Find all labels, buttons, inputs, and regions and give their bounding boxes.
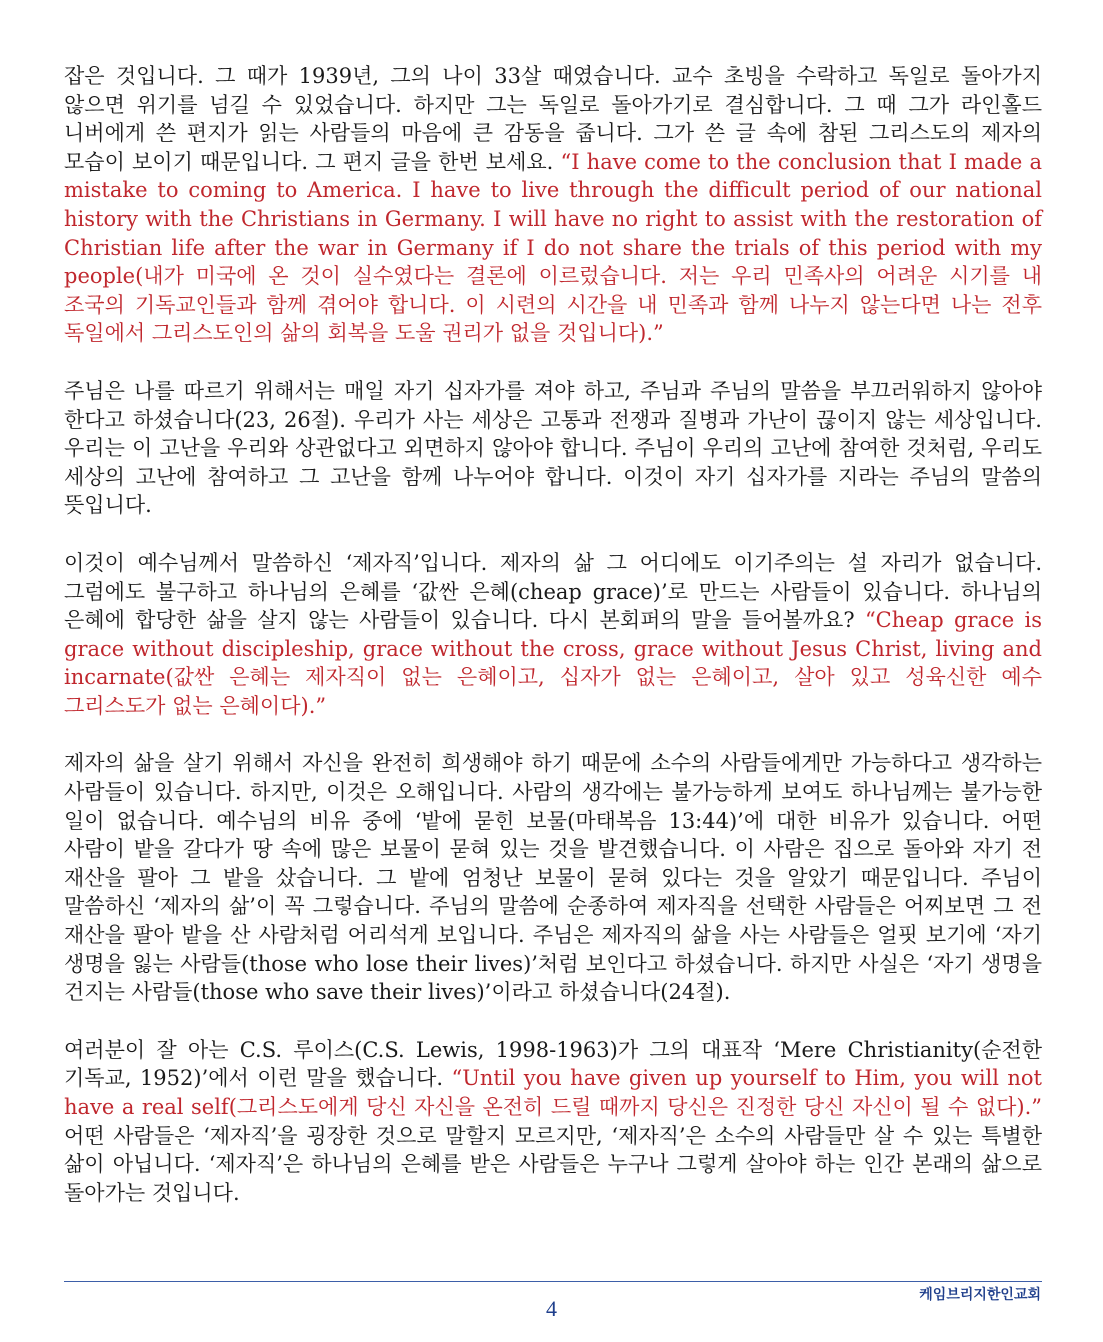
paragraph-text: 이것이 예수님께서 말씀하신 ‘제자직’입니다. 제자의 삶 그 어디에도 이기주의는 설 자리가 없습니다. 그럼에도 불구하고 하나님의 은혜를 ‘값싼 은혜(cheap grace)’로 만드는 사람들이 있습니다. 하나님의 은혜에 합당한 삶을 살지 않는 사람들이 있습니다. 다시 본회퍼의 말을 들어볼까요? [64, 550, 1042, 633]
paragraph-cs-lewis [64, 1036, 1042, 1208]
paragraph-text: 어떤 사람들은 ‘제자직’을 굉장한 것으로 말할지 모르지만, ‘제자직’은 소수의 사람들만 살 수 있는 특별한 삶이 아닙니다. ‘제자직’은 하나님의 은혜를 받은 사람들은 누구나 그렇게 살아야 하는 인간 본래의 삶으로 돌아가는 것입니다. [64, 1123, 1042, 1205]
footer-church-name: 케임브리지한인교회 [919, 1287, 1041, 1303]
article-body [64, 62, 1042, 1236]
quote-cheap-grace: “Cheap grace is grace without discipleship, grace without the cross, grace without Jesus Christ, living and incarnate(값싼 은혜는 제자직이 없는 은혜이고, 십자가 없는 은혜이고, 살아 있고 성육신한 예수 그리스도가 없는 은혜이다).” [64, 608, 1042, 718]
paragraph-cross [64, 377, 1042, 520]
paragraph-text: 주님은 나를 따르기 위해서는 매일 자기 십자가를 져야 하고, 주님과 주님의 말씀을 부끄러워하지 않아야 한다고 하셨습니다(23, 26절). 우리가 사는 세상은 고통과 전쟁과 질병과 가난이 끊이지 않는 세상입니다. 우리는 이 고난을 우리와 상관없다고 외면하지 않아야 합니다. 주님이 우리의 고난에 참여한 것처럼, 우리도 세상의 고난에 참여하고 그 고난을 함께 나누어야 합니다. 이것이 자기 십자가를 지라는 주님의 말씀의 뜻입니다. [64, 378, 1042, 518]
paragraph-text: 여러분이 잘 아는 C.S. 루이스(C.S. Lewis, 1998-1963)가 그의 대표작 ‘Mere Christianity(순전한 기독교, 1952)’에서 이런 말을 했습니다. [64, 1037, 1042, 1091]
paragraph-hidden-treasure [64, 749, 1042, 1006]
quote-cs-lewis: “Until you have given up yourself to Him, you will not have a real self(그리스도에게 당신 자신을 온전히 드릴 때까지 당신은 진정한 당신 자신이 될 수 없다).” [64, 1066, 1042, 1119]
paragraph-text: 잡은 것입니다. 그 때가 1939년, 그의 나이 33살 때였습니다. 교수 초빙을 수락하고 독일로 돌아가지 않으면 위기를 넘길 수 있었습니다. 하지만 그는 독일로 돌아가기로 결심합니다. 그 때 그가 라인홀드 니버에게 쓴 편지가 읽는 사람들의 마음에 큰 감동을 줍니다. 그가 쓴 글 속에 참된 그리스도의 제자의 모습이 보이기 때문입니다. 그 편지 글을 한번 보세요. [64, 64, 1042, 174]
paragraph-bonhoeffer-letter [64, 62, 1042, 348]
paragraph-text: 제자의 삶을 살기 위해서 자신을 완전히 희생해야 하기 때문에 소수의 사람들에게만 가능하다고 생각하는 사람들이 있습니다. 하지만, 이것은 오해입니다. 사람의 생각에는 불가능하게 보여도 하나님께는 불가능한 일이 없습니다. 예수님의 비유 중에 ‘밭에 묻힌 보물(마태복음 13:44)’에 대한 비유가 있습니다. 어떤 사람이 밭을 갈다가 땅 속에 많은 보물이 묻혀 있는 것을 발견했습니다. 이 사람은 집으로 돌아와 자기 전 재산을 팔아 그 밭을 샀습니다. 그 밭에 엄청난 보물이 묻혀 있다는 것을 알았기 때문입니다. 주님이 말씀하신 ‘제자의 삶’이 꼭 그렇습니다. 주님의 말씀에 순종하여 제자직을 선택한 사람들은 어찌보면 그 전 재산을 팔아 밭을 산 사람처럼 어리석게 보입니다. 주님은 제자직의 삶을 사는 사람들은 얼핏 보기에 ‘자기 생명을 잃는 사람들(those who lose their lives)’처럼 보인다고 하셨습니다. 하지만 사실은 ‘자기 생명을 건지는 사람들(those who save their lives)’이라고 하셨습니다(24절). [64, 751, 1042, 1005]
paragraph-cheap-grace [64, 549, 1042, 721]
quote-english-korean: “I have come to the conclusion that I made a mistake to coming to America. I have to live through the difficult period of our national history with the Christians in Germany. I will have no right to assist with the restoration of Christian life after the war in Germany if I do not share the trials of this period with my people(내가 미국에 온 것이 실수였다는 결론에 이르렀습니다. 저는 우리 민족사의 어려운 시기를 내 조국의 기독교인들과 함께 겪어야 합니다. 이 시련의 시간을 내 민족과 함께 나누지 않는다면 나는 전후 독일에서 그리스도인의 삶의 회복을 도울 권리가 없을 것입니다).” [64, 149, 1042, 346]
footer-divider [64, 1281, 1042, 1282]
page-number: 4 [546, 1296, 557, 1321]
